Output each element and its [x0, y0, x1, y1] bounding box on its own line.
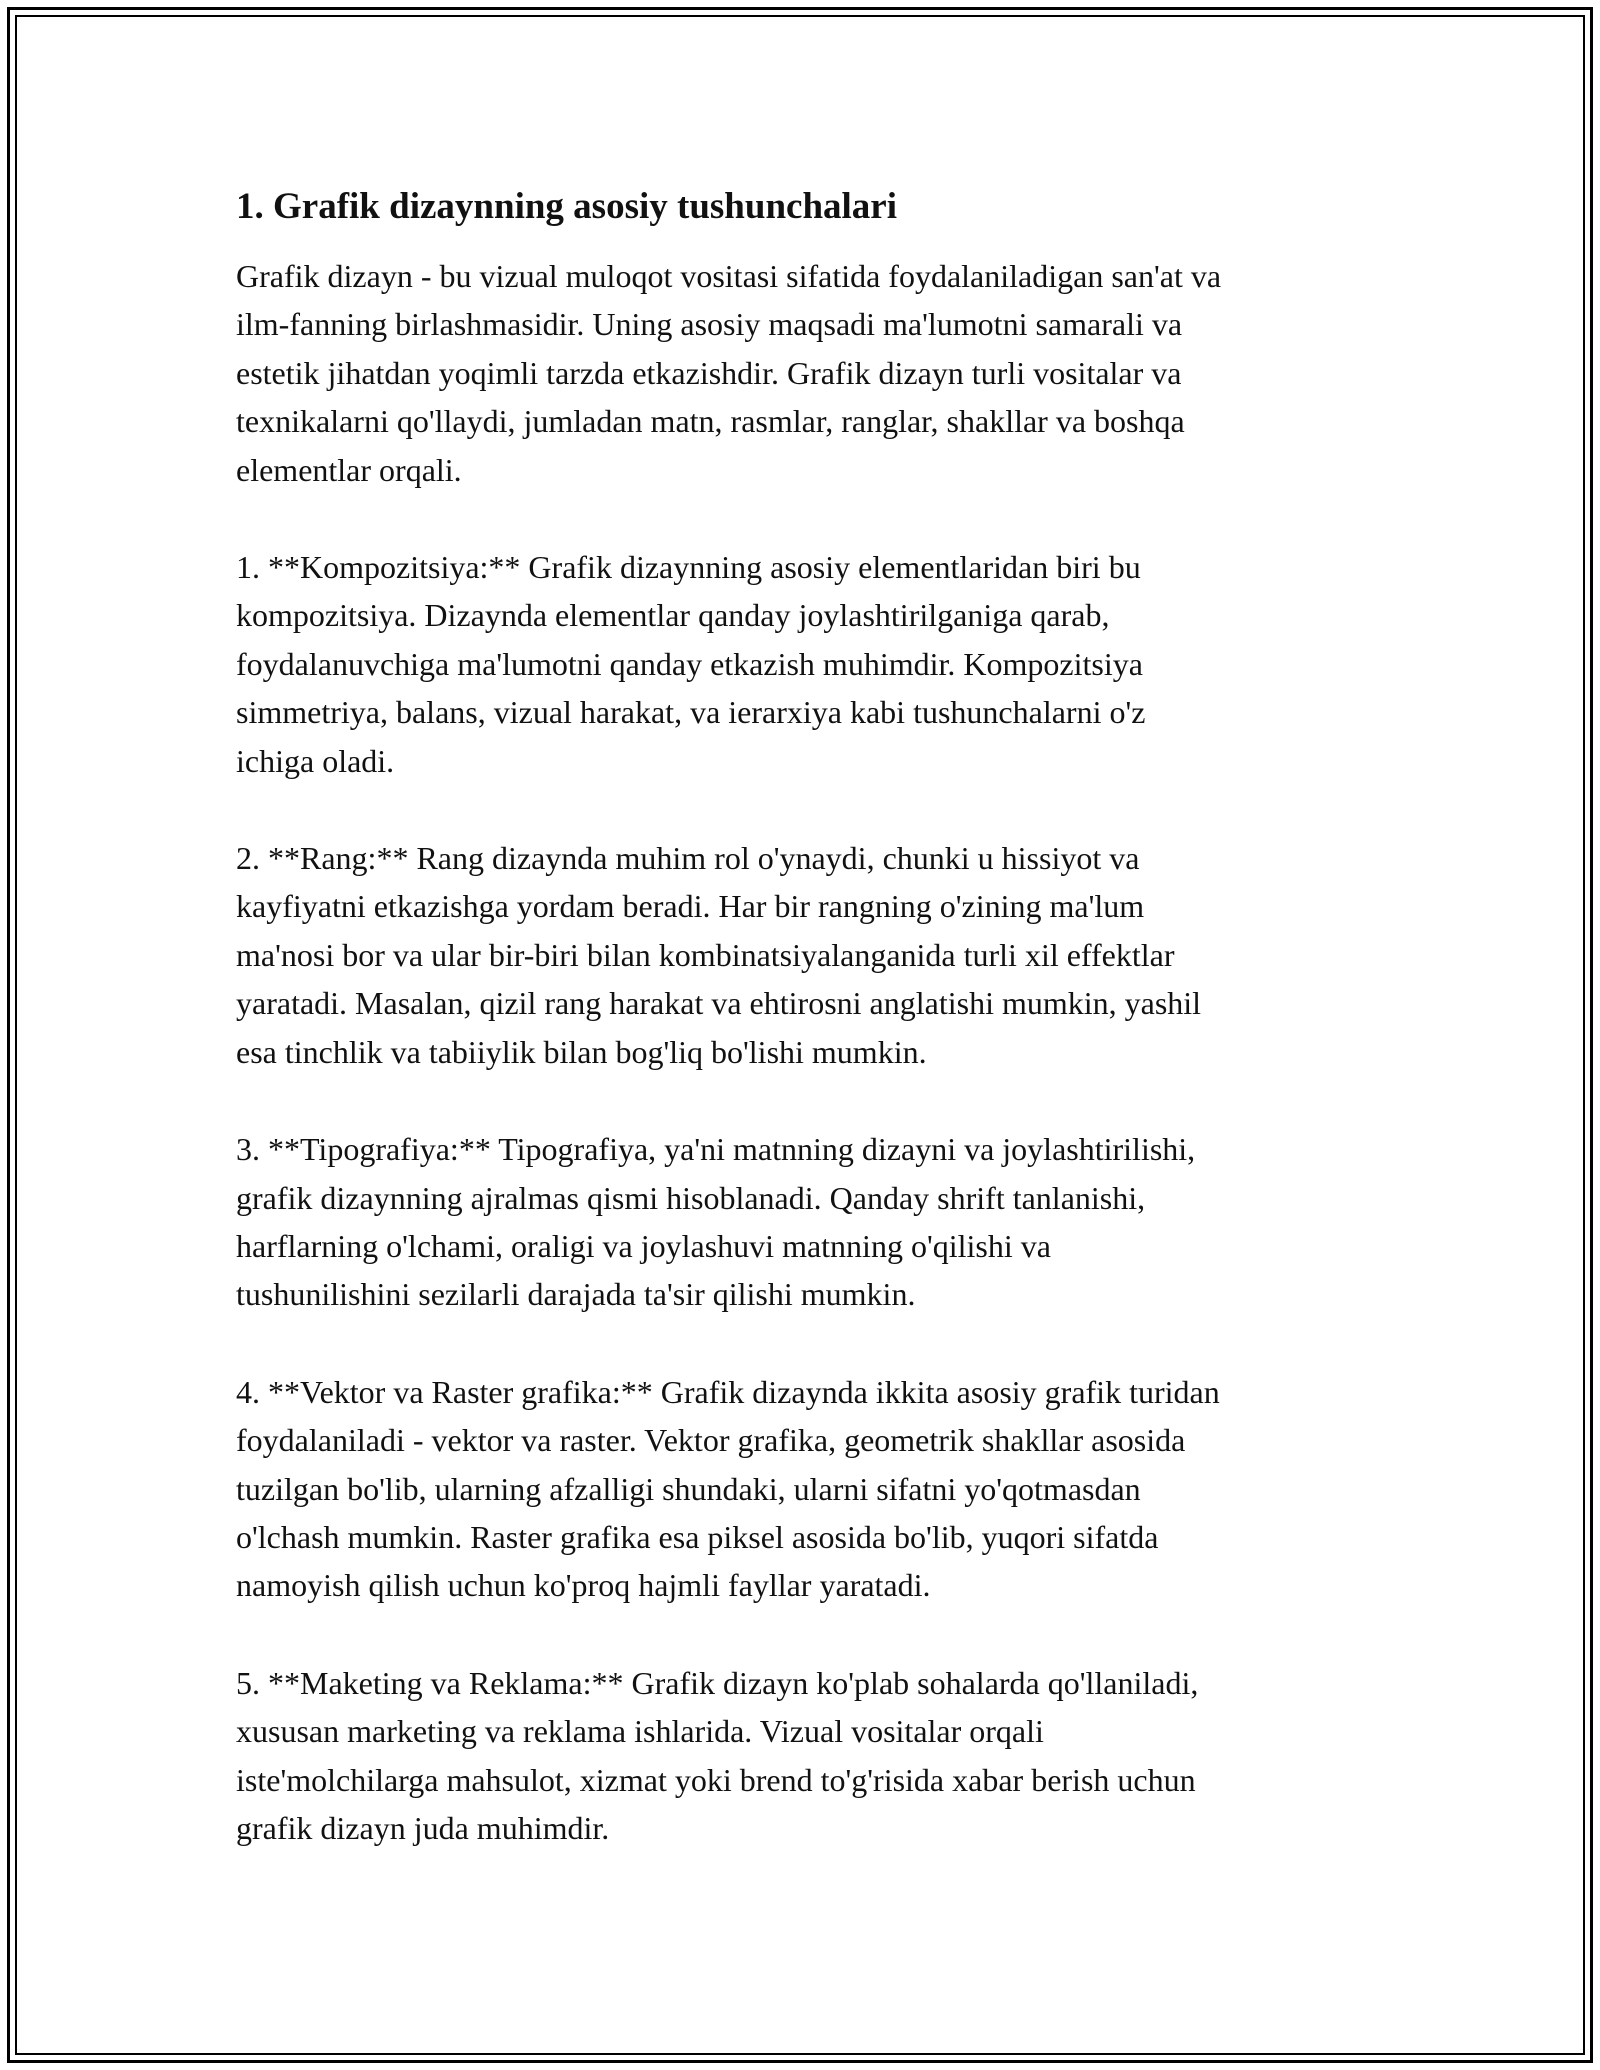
section-heading: 1. Grafik dizaynning asosiy tushunchalari [236, 186, 898, 227]
paragraph-kompozitsiya: 1. **Kompozitsiya:** Grafik dizaynning asosiy elementlaridan biri bu kompozitsiya. Dizaynda elementlar qanday joylashtirilganiga qarab, foydalanuvchiga ma'lumotni qanday etkazish muhimdir. Kompozitsiya simmetriya, balans, vizual harakat, va ierarxiya kabi tushunchalarni o'z ichiga oladi. [236, 549, 1146, 779]
paragraph-rang: 2. **Rang:** Rang dizaynda muhim rol o'ynaydi, chunki u hissiyot va kayfiyatni etkazishga yordam beradi. Har bir rangning o'zining ma'lum ma'nosi bor va ular bir-biri bilan kombinatsiyalanganida turli xil effektlar yaratadi. Masalan, qizil rang harakat va ehtirosni anglatishi mumkin, yashil esa tinchlik va tabiiylik bilan bog'liq bo'lishi mumkin. [236, 840, 1202, 1070]
document-body [236, 182, 1386, 1901]
intro-paragraph: Grafik dizayn - bu vizual muloqot vositasi sifatida foydalaniladigan san'at va ilm-fanning birlashmasidir. Uning asosiy maqsadi ma'lumotni samarali va estetik jihatdan yoqimli tarzda etkazishdir. Grafik dizayn turli vositalar va texnikalarni qo'llaydi, jumladan matn, rasmlar, ranglar, shakllar va boshqa elementlar orqali. [236, 258, 1222, 488]
paragraph-tipografiya: 3. **Tipografiya:** Tipografiya, ya'ni matnning dizayni va joylashtirilishi, grafik dizaynning ajralmas qismi hisoblanadi. Qanday shrift tanlanishi, harflarning o'lchami, oraligi va joylashuvi matnning o'qilishi va tushunilishini sezilarli darajada ta'sir qilishi mumkin. [236, 1131, 1196, 1313]
paragraph-vektor-raster: 4. **Vektor va Raster grafika:** Grafik dizaynda ikkita asosiy grafik turidan foydalaniladi - vektor va raster. Vektor grafika, geometrik shakllar asosida tuzilgan bo'lib, ularning afzalligi shundaki, ularni sifatni yo'qotmasdan o'lchash mumkin. Raster grafika esa piksel asosida bo'lib, yuqori sifatda namoyish qilish uchun ko'proq hajmli fayllar yaratadi. [236, 1373, 1220, 1604]
paragraph-marketing: 5. **Maketing va Reklama:** Grafik dizayn ko'plab sohalarda qo'llaniladi, xususan marketing va reklama ishlarida. Vizual vositalar orqali iste'molchilarga mahsulot, xizmat yoki brend to'g'risida xabar berish uchun grafik dizayn juda muhimdir. [236, 1664, 1199, 1846]
